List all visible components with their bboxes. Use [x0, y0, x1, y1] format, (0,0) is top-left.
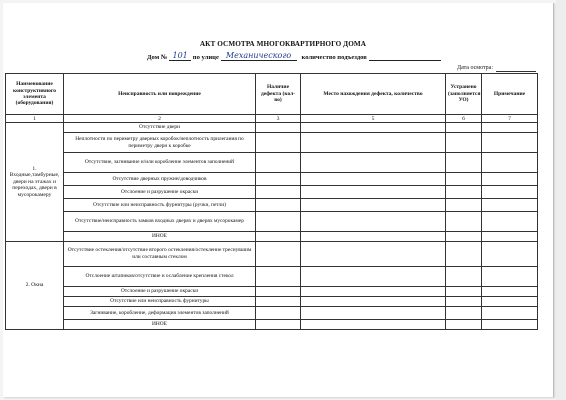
element-doors: 1. Входные,тамбурные, двери на этажах и переходах, двери в мусорокамеру	[6, 123, 64, 242]
header-location: Место нахождения дефекта, количество	[301, 74, 446, 115]
table-row	[6, 212, 538, 232]
table-row	[6, 297, 538, 307]
column-number: 1	[6, 115, 64, 123]
presence-cell[interactable]	[256, 307, 301, 320]
header-fixed: Устранено (заполняется УО)	[446, 74, 482, 115]
header-element: Наименование конструктивного элемента (оборудования)	[6, 74, 64, 115]
document-title: АКТ ОСМОТРА МНОГОКВАРТИРНОГО ДОМА	[199, 40, 367, 48]
defect-cell: Отсутствие двери	[64, 123, 256, 133]
table-row	[6, 242, 538, 267]
table-row	[6, 320, 538, 330]
note-cell[interactable]	[482, 153, 538, 173]
note-cell[interactable]	[482, 232, 538, 242]
presence-cell[interactable]	[256, 199, 301, 212]
fixed-cell[interactable]	[446, 123, 482, 133]
location-cell[interactable]	[301, 232, 446, 242]
fixed-cell[interactable]	[446, 153, 482, 173]
defect-cell: Отсутствие/неисправность замков входных дверях и дверях мусорокамер	[64, 212, 256, 232]
table-header-row	[6, 74, 538, 115]
defect-cell-other: ИНОЕ	[64, 320, 256, 330]
inspection-date-label: Дата осмотра:	[457, 65, 494, 71]
scan-edge	[556, 0, 566, 400]
column-number-row	[6, 115, 538, 123]
entrances-blank	[369, 53, 441, 61]
header-defect: Неисправность или повреждение	[64, 74, 256, 115]
table-row	[6, 173, 538, 186]
table-row	[6, 123, 538, 133]
note-cell[interactable]	[482, 267, 538, 287]
note-cell[interactable]	[482, 320, 538, 330]
defect-cell: Отслоение и разрушение окраски	[64, 287, 256, 297]
location-cell[interactable]	[301, 199, 446, 212]
fixed-cell[interactable]	[446, 287, 482, 297]
presence-cell[interactable]	[256, 297, 301, 307]
location-cell[interactable]	[301, 133, 446, 153]
note-cell[interactable]	[482, 133, 538, 153]
inspection-table	[5, 73, 538, 330]
presence-cell[interactable]	[256, 123, 301, 133]
presence-cell[interactable]	[256, 133, 301, 153]
table-row	[6, 287, 538, 297]
column-number: 3	[256, 115, 301, 123]
location-cell[interactable]	[301, 173, 446, 186]
fixed-cell[interactable]	[446, 242, 482, 267]
table-row	[6, 133, 538, 153]
fixed-cell[interactable]	[446, 173, 482, 186]
table-row	[6, 232, 538, 242]
note-cell[interactable]	[482, 287, 538, 297]
column-number: 6	[446, 115, 482, 123]
presence-cell[interactable]	[256, 153, 301, 173]
inspection-date-blank	[496, 71, 536, 72]
house-info-line	[147, 52, 441, 61]
presence-cell[interactable]	[256, 242, 301, 267]
presence-cell[interactable]	[256, 232, 301, 242]
fixed-cell[interactable]	[446, 199, 482, 212]
location-cell[interactable]	[301, 287, 446, 297]
location-cell[interactable]	[301, 153, 446, 173]
presence-cell[interactable]	[256, 287, 301, 297]
note-cell[interactable]	[482, 186, 538, 199]
table-row	[6, 186, 538, 199]
house-label: Дом №	[147, 54, 168, 61]
fixed-cell[interactable]	[446, 133, 482, 153]
presence-cell[interactable]	[256, 320, 301, 330]
note-cell[interactable]	[482, 199, 538, 212]
fixed-cell[interactable]	[446, 267, 482, 287]
location-cell[interactable]	[301, 267, 446, 287]
fixed-cell[interactable]	[446, 232, 482, 242]
note-cell[interactable]	[482, 212, 538, 232]
defect-cell: Отслоение и разрушение окраски	[64, 186, 256, 199]
fixed-cell[interactable]	[446, 186, 482, 199]
defect-cell: Отсутствие остекления/отсутствие второго остекления/остекление треснувшим или составным стеклом	[64, 242, 256, 267]
defect-cell: Отсутствие дверных пружин/доводчиков	[64, 173, 256, 186]
note-cell[interactable]	[482, 173, 538, 186]
fixed-cell[interactable]	[446, 307, 482, 320]
fixed-cell[interactable]	[446, 212, 482, 232]
defect-cell: Отсутствие или неисправность фурнитуры (ручки, петли)	[64, 199, 256, 212]
street-label: по улице	[192, 54, 219, 61]
note-cell[interactable]	[482, 297, 538, 307]
table-row	[6, 267, 538, 287]
presence-cell[interactable]	[256, 173, 301, 186]
defect-cell: Отслоение штапиков/отсутствие и ослабление крепления стекол	[64, 267, 256, 287]
note-cell[interactable]	[482, 123, 538, 133]
table-row	[6, 153, 538, 173]
column-number: 2	[64, 115, 256, 123]
header-presence: Наличие дефекта (кол-во)	[256, 74, 301, 115]
location-cell[interactable]	[301, 320, 446, 330]
house-number-handwritten: 101	[169, 52, 191, 61]
presence-cell[interactable]	[256, 212, 301, 232]
location-cell[interactable]	[301, 242, 446, 267]
column-number: 5	[301, 115, 446, 123]
note-cell[interactable]	[482, 307, 538, 320]
street-value-handwritten: Механического	[221, 52, 297, 61]
location-cell[interactable]	[301, 307, 446, 320]
presence-cell[interactable]	[256, 186, 301, 199]
element-windows: 2. Окна	[6, 242, 64, 330]
fixed-cell[interactable]	[446, 297, 482, 307]
note-cell[interactable]	[482, 242, 538, 267]
entrances-label: количество подъездов	[301, 54, 367, 61]
table-row	[6, 307, 538, 320]
location-cell[interactable]	[301, 297, 446, 307]
defect-cell: Отсутствие, загнивание и/или коробление элементов заполнений	[64, 153, 256, 173]
header-note: Примечание	[482, 74, 538, 115]
defect-cell-other: ИНОЕ	[64, 232, 256, 242]
defect-cell: Загнивание, коробление, деформация элементов заполнений	[64, 307, 256, 320]
table-row	[6, 199, 538, 212]
presence-cell[interactable]	[256, 267, 301, 287]
fixed-cell[interactable]	[446, 320, 482, 330]
column-number: 7	[482, 115, 538, 123]
location-cell[interactable]	[301, 212, 446, 232]
defect-cell: Неплотности по периметру дверных коробок/неплотность прилегания по периметру двери к коробке	[64, 133, 256, 153]
location-cell[interactable]	[301, 123, 446, 133]
defect-cell: Отсутствие или неисправность фурнитуры	[64, 297, 256, 307]
location-cell[interactable]	[301, 186, 446, 199]
